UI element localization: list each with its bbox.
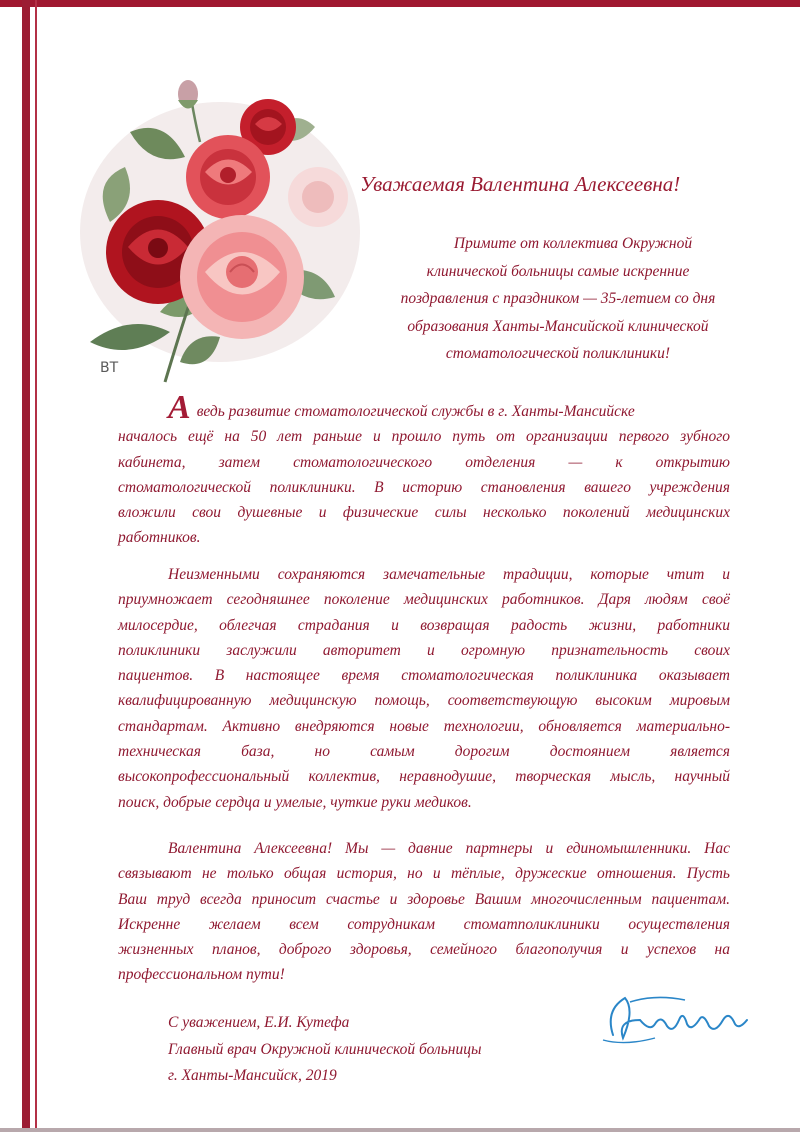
paragraph-line: кабинета, затем стоматологического отделения — к открытию [118, 453, 730, 471]
handwritten-signature [595, 990, 765, 1050]
paragraph-line: началось ещё на 50 лет раньше и прошло путь от организации первого зубного [118, 428, 730, 446]
paragraph-line: поликлиники заслужили авторитет и огромную признательность своих [118, 641, 730, 659]
paragraph-history [118, 389, 730, 551]
intro-line: стоматологической поликлиники! [445, 345, 671, 362]
roses-illustration [70, 72, 360, 402]
paragraph-line: техническая база, но самым дорогим достоянием является [118, 743, 730, 761]
paragraph-traditions [118, 562, 730, 815]
intro-paragraph [328, 230, 788, 368]
intro-line: клинической больницы самые искренние [426, 262, 690, 280]
closing-place-date: г. Ханты-Мансийск, 2019 [168, 1067, 337, 1084]
paragraph-line: профессиональном пути! [118, 966, 285, 984]
closing-position: Главный врач Окружной клинической больницы [168, 1040, 482, 1058]
paragraph-wishes [118, 836, 730, 988]
paragraph-line: Неизменными сохраняются замечательные традиции, которые чтит и [168, 566, 730, 583]
paragraph-line: стоматологической поликлиники. В историю становления вашего учреждения [118, 478, 730, 496]
paragraph-line: пациентов. В настоящее время стоматологическая поликлиника оказывает [118, 667, 730, 685]
drop-cap: А [168, 389, 191, 426]
paragraph-line: стандартам. Активно внедряются новые технологии, обновляется материально- [118, 717, 730, 735]
paragraph-line [118, 389, 730, 426]
paragraph-line: высокопрофессиональный коллектив, неравнодушие, творческая мысль, научный [118, 768, 730, 786]
paragraph-line: милосердие, облегчая страдания и возвращая радость жизни, работники [118, 616, 730, 634]
intro-line: Примите от коллектива Окружной [453, 235, 693, 252]
paragraph-line: работников. [118, 529, 201, 547]
line-text: ведь развитие стоматологической службы в г. Ханты-Мансийске [196, 403, 635, 420]
paragraph-line: поиск, добрые сердца и умелые, чуткие руки медиков. [118, 793, 472, 811]
paragraph-line: жизненных планов, доброго здоровья, семейного благополучия и успехов на [118, 941, 730, 959]
intro-line: поздравления с праздником — 35-летием со дня [400, 290, 716, 307]
paragraph-line: Ваш труд всегда приносит счастье и здоровье Вашим многочисленным пациентам. [118, 890, 730, 908]
salutation: Уважаемая Валентина Алексеевна! [360, 172, 681, 196]
closing-regards: С уважением, Е.И. Кутефа [168, 1014, 350, 1031]
top-border [0, 0, 800, 7]
paragraph-line: квалифицированную медицинскую помощь, соответствующую высоким мировым [118, 692, 730, 710]
paragraph-line: Валентина Алексеевна! Мы — давние партнеры и единомышленники. Нас [168, 840, 730, 857]
svg-text:ВТ: ВТ [100, 360, 119, 376]
closing-block [168, 1010, 481, 1090]
left-border-line [35, 0, 37, 1132]
bottom-border [0, 1128, 800, 1132]
intro-line: образования Ханты-Мансийской клинической [407, 317, 709, 335]
left-border-bar [22, 0, 30, 1132]
paragraph-line: Искренне желаем всем сотрудникам стоматполиклиники осуществления [118, 915, 730, 933]
paragraph-line: приумножает сегодняшнее поколение медицинских работников. Даря людям своё [118, 591, 730, 609]
paragraph-line: связывают не только общая история, но и тёплые, дружеские отношения. Пусть [118, 865, 730, 883]
paragraph-line: вложили свои душевные и физические силы несколько поколений медицинских [118, 504, 730, 522]
